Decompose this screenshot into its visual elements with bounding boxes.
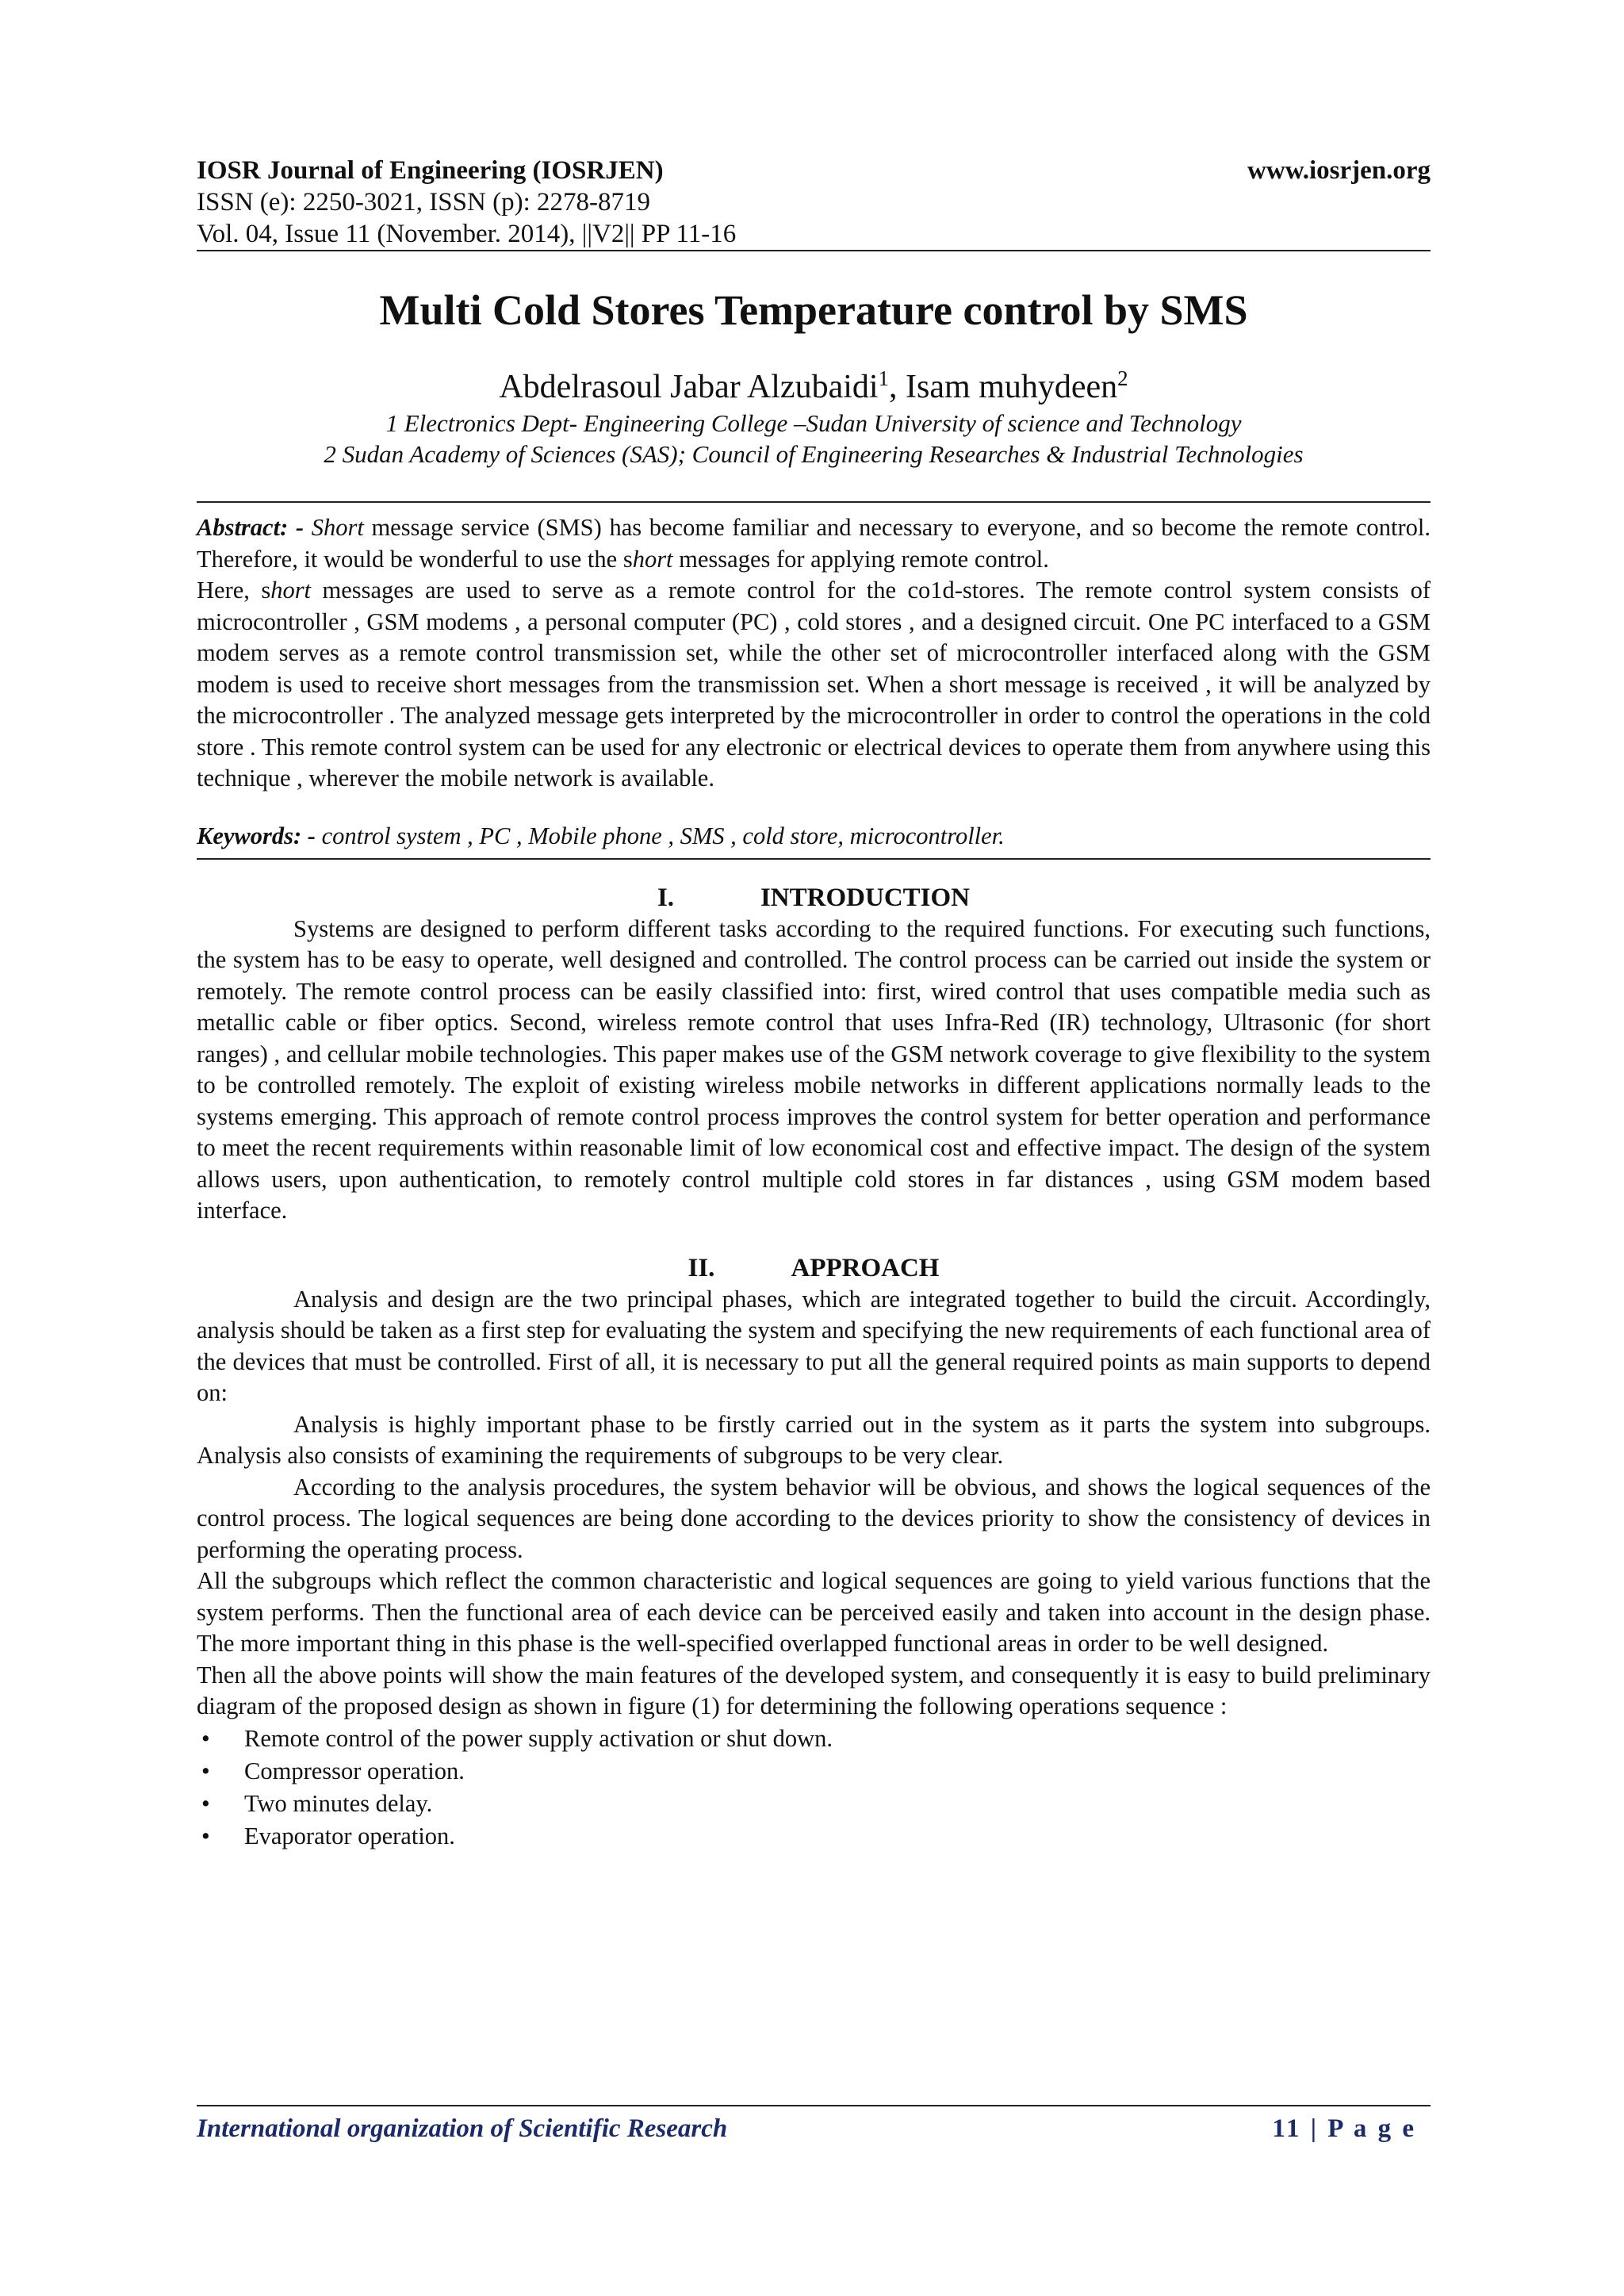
author-line [197,358,1431,408]
paper-page [197,155,1431,1853]
list-item [197,1820,1431,1853]
abstract-em-1: Short [311,514,364,541]
abstract-em-2: hort [632,545,673,573]
approach-paragraph-1: Analysis and design are the two principal phases, which are integrated together to build the circuit. Accordingly, analysis should be taken as a first step for evaluating the system and specifying the new requirements of each functional area of the devices that must be controlled. First of all, it is necessary to put all the general required points as main supports to depend on: [197,1285,1431,1406]
abstract [197,512,1431,795]
author-1-affil-mark: 1 [878,366,890,390]
list-item [197,1788,1431,1820]
issn-line: ISSN (e): 2250-3021, ISSN (p): 2278-8719 [197,188,650,217]
author-1: Abdelrasoul Jabar Alzubaidi [499,369,879,405]
keywords-text: control system , PC , Mobile phone , SMS , cold store, microcontroller. [321,822,1005,849]
section-heading-introduction [197,882,1431,914]
list-item [197,1723,1431,1755]
affiliation-1: 1 Electronics Dept- Engineering College –Sudan University of science and Technology [385,409,1242,437]
footer-organization: International organization of Scientific Research [197,2114,728,2143]
journal-website: www.iosrjen.org [1247,156,1431,185]
list-item-text: Two minutes delay. [244,1789,433,1817]
section-title: INTRODUCTION [760,883,971,912]
bullet-icon: • [201,1757,210,1784]
abstract-text-4: messages are used to serve as a remote control for the co1d-stores. The remote control system consists of microcontroller , GSM modems , a personal computer (PC) , cold stores , and a designed circuit. One PC interfaced to a GSM modem serves as a remote control transmission set, while the other set of microcontroller interfaced along with the GSM modem is used to receive short messages from the transmission set. When a short message is received , it will be analyzed by the microcontroller . The analyzed message gets interpreted by the microcontroller in order to control the operations in the cold store . This remote control system can be used for any electronic or electrical devices to operate them from anywhere using this technique , wherever the mobile network is available. [197,577,1431,792]
header-rule [197,250,1431,251]
paper-title: Multi Cold Stores Temperature control by SMS [379,286,1248,334]
keywords-rule [197,858,1431,860]
author-separator: , [889,369,906,405]
page-number: 11 | P a g e [1272,2114,1416,2143]
list-item-text: Compressor operation. [244,1757,465,1784]
journal-header [197,155,1431,250]
section-body-introduction [197,914,1431,1227]
operations-list [197,1723,1431,1853]
list-item-text: Evaporator operation. [244,1822,455,1849]
keywords [197,820,1431,852]
journal-name: IOSR Journal of Engineering (IOSRJEN) [197,156,664,185]
approach-paragraph-4: All the subgroups which reflect the common characteristic and logical sequences are going to yield various functions that the system performs. Then the functional area of each device can be perceived easily and taken into account in the design phase. The more important thing in this phase is the well-specified overlapped functional areas in order to be well designed. [197,1567,1431,1657]
bullet-icon: • [201,1822,210,1849]
footer-row [197,2106,1431,2146]
approach-paragraph-3: According to the analysis procedures, the system behavior will be obvious, and shows the logical sequences of the control process. The logical sequences are being done according to the devices priority to show the consistency of devices in performing the operating process. [197,1473,1431,1563]
author-2: Isam muhydeen [906,369,1118,405]
list-item-text: Remote control of the power supply activation or shut down. [244,1724,833,1752]
abstract-paragraph-2 [197,575,1431,795]
section-body-approach [197,1284,1431,1853]
bullet-icon: • [201,1789,210,1817]
keywords-label: Keywords: - [197,822,316,849]
abstract-em-3: hort [270,577,312,604]
section-heading-approach [197,1252,1431,1284]
volume-line: Vol. 04, Issue 11 (November. 2014), ||V2|| PP 11-16 [197,220,737,248]
list-item [197,1755,1431,1788]
bullet-icon: • [201,1724,210,1752]
approach-paragraph-5: Then all the above points will show the main features of the developed system, and consequently it is easy to build preliminary diagram of the proposed design as shown in figure (1) for determining the following operations sequence : [197,1661,1431,1719]
approach-paragraph-2: Analysis is highly important phase to be firstly carried out in the system as it parts the system into subgroups. Analysis also consists of examining the requirements of subgroups to be very clear. [197,1410,1431,1469]
abstract-text-1: message service (SMS) has become familiar and necessary to everyone, and so become the remote control. Therefore, it would be wonderful to use the s [197,514,1431,573]
affiliation-2: 2 Sudan Academy of Sciences (SAS); Council of Engineering Researches & Industrial Technologies [324,440,1304,468]
abstract-paragraph-1 [197,512,1431,575]
page-footer [197,2105,1431,2146]
author-2-affil-mark: 2 [1117,366,1128,390]
abstract-label: Abstract: - [197,514,304,541]
intro-paragraph: Systems are designed to perform different tasks according to the required functions. For executing such functions, the system has to be easy to operate, well designed and controlled. The control process can be carried out inside the system or remotely. The remote control process can be easily classified into: first, wired control that uses compatible media such as metallic cable or fiber optics. Second, wireless remote control that uses Infra-Red (IR) technology, Ultrasonic (for short ranges) , and cellular mobile technologies. This paper makes use of the GSM network coverage to give flexibility to the system to be controlled remotely. The exploit of existing wireless mobile networks in different applications normally leads to the systems emerging. This approach of remote control process improves the control system for better operation and performance to meet the recent requirements within reasonable limit of low economical cost and effective impact. The design of the system allows users, upon authentication, to remotely control multiple cold stores in far distances , using GSM modem based interface. [197,914,1431,1224]
abstract-top-rule [197,501,1431,503]
abstract-text-2: messages for applying remote control. [672,545,1049,573]
section-number: II. [688,1253,715,1282]
abstract-text-3: Here, s [197,577,271,604]
section-number: I. [657,883,675,912]
section-title: APPROACH [791,1253,940,1282]
